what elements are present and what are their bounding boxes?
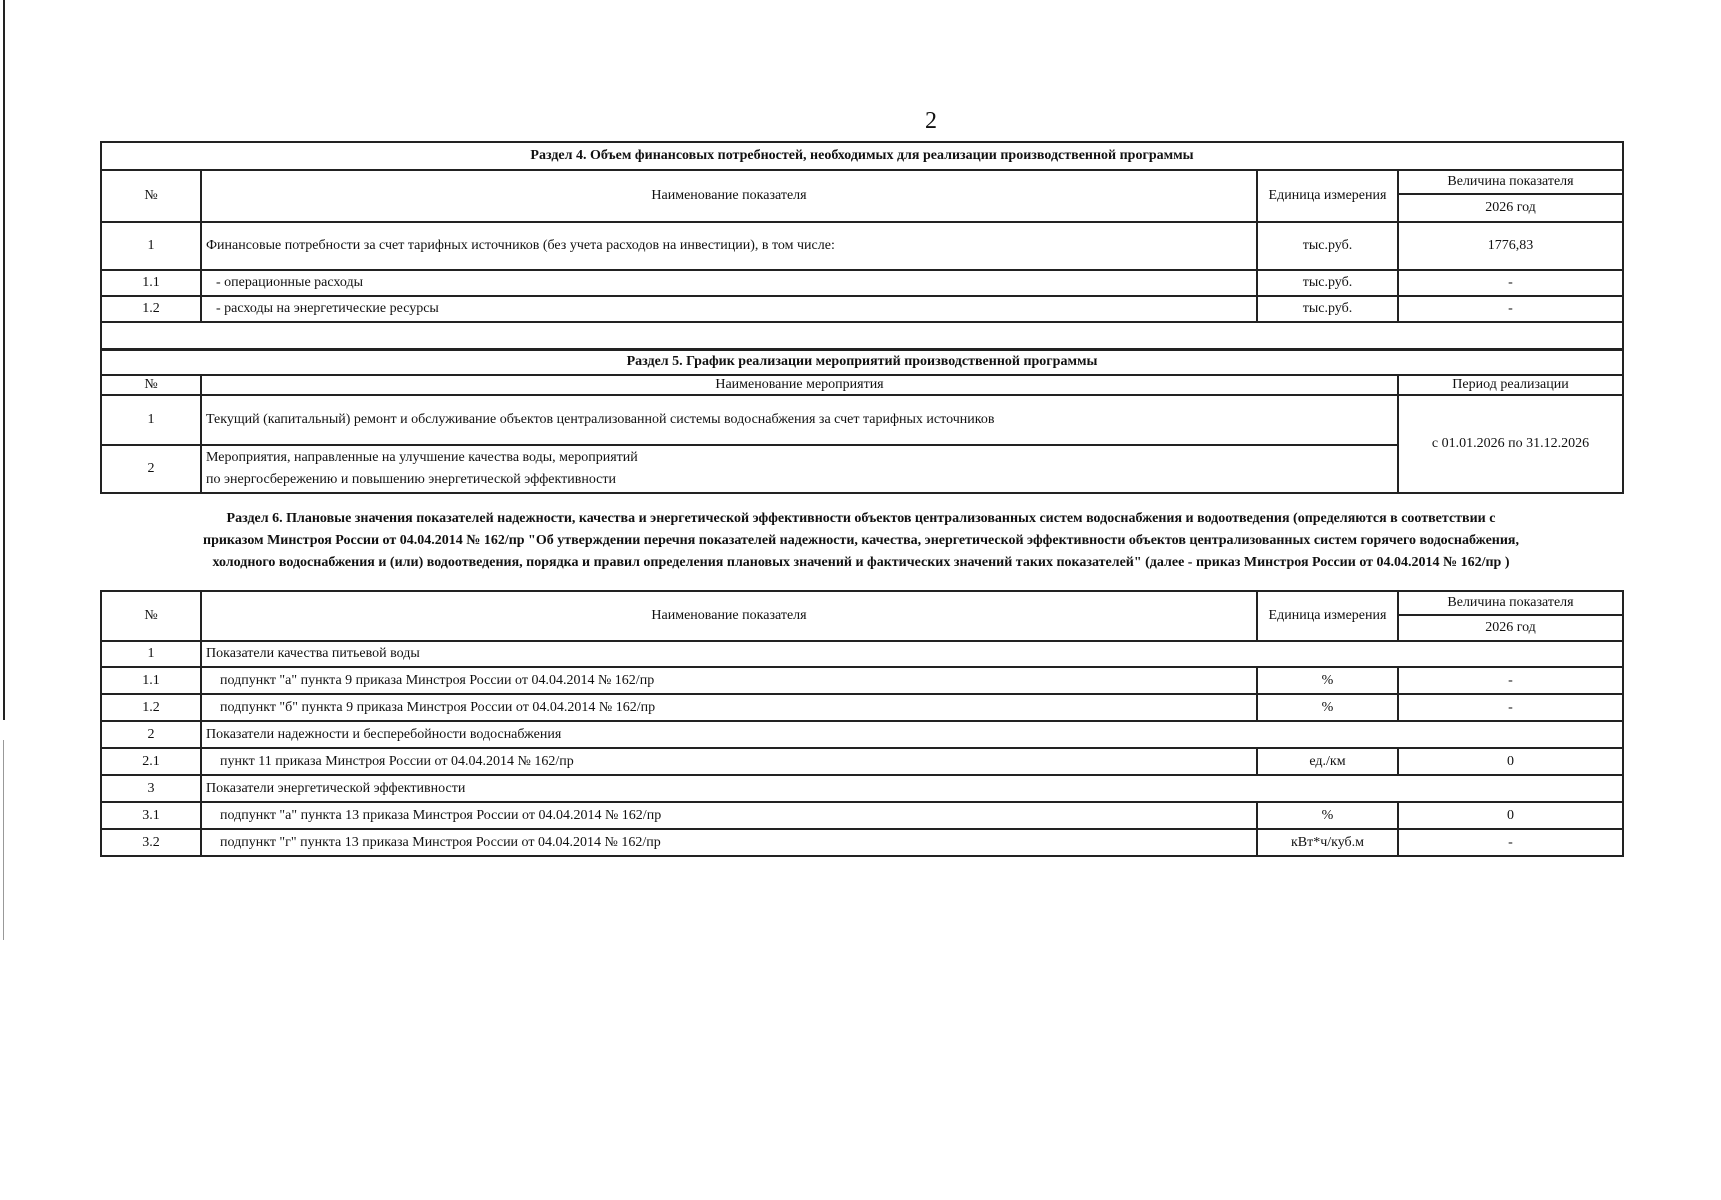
section5-header-row [101,375,1623,395]
table-row [101,445,1623,493]
table-row [101,296,1623,322]
row-name: Финансовые потребности за счет тарифных источников (без учета расходов на инвестиции), в том числе: [201,222,1257,270]
row-value: 0 [1398,802,1623,829]
table-row [101,694,1623,721]
row-num: 1 [101,395,201,445]
row-value: - [1398,296,1623,322]
row-num: 3.2 [101,829,201,856]
row-name: Показатели энергетической эффективности [201,775,1623,802]
row-num: 3.1 [101,802,201,829]
table-row [101,829,1623,856]
row-num: 3 [101,775,201,802]
row-value: 0 [1398,748,1623,775]
row-num: 1 [101,222,201,270]
table-row [101,667,1623,694]
row-unit: тыс.руб. [1257,222,1398,270]
col-year-header: 2026 год [1398,615,1623,641]
row-name: - расходы на энергетические ресурсы [201,296,1257,322]
table-row [101,395,1623,445]
table-row [101,802,1623,829]
row-name: - операционные расходы [201,270,1257,296]
col-unit-header: Единица измерения [1257,170,1398,222]
group-row [101,775,1623,802]
section6-header-row [101,591,1623,615]
row-num: 2.1 [101,748,201,775]
row-value: - [1398,270,1623,296]
row-unit: % [1257,694,1398,721]
table-row [101,270,1623,296]
page-number: 2 [925,108,937,134]
row-num: 1.2 [101,694,201,721]
row-name: Текущий (капитальный) ремонт и обслуживание объектов централизованной системы водоснабжения за счет тарифных источников [201,395,1398,445]
section5-title-row [101,349,1623,375]
row-name: подпункт "б" пункта 9 приказа Минстроя России от 04.04.2014 № 162/пр [201,694,1257,721]
group-row [101,721,1623,748]
col-period-header: Период реализации [1398,375,1623,395]
row-name-line2: по энергосбережению и повышению энергетической эффективности [206,472,616,487]
row-value: - [1398,667,1623,694]
row-unit: ед./км [1257,748,1398,775]
group-row [101,641,1623,667]
section4-title-row [101,142,1623,170]
col-name-header: Наименование показателя [201,591,1257,641]
col-value-header: Величина показателя [1398,591,1623,615]
col-name-header: Наименование мероприятия [201,375,1398,395]
row-unit: кВт*ч/куб.м [1257,829,1398,856]
row-name: подпункт "а" пункта 9 приказа Минстроя России от 04.04.2014 № 162/пр [201,667,1257,694]
row-unit: тыс.руб. [1257,296,1398,322]
table-row [101,748,1623,775]
row-num: 1.1 [101,667,201,694]
period-cell: с 01.01.2026 по 31.12.2026 [1398,395,1623,493]
row-value: - [1398,829,1623,856]
section6-title-line2: приказом Минстроя России от 04.04.2014 № 162/пр "Об утверждении перечня показателей надежности, качества, энергетической эффективности объектов централизованных систем горячего водоснабжения, [203,533,1519,548]
row-name: пункт 11 приказа Минстроя России от 04.04.2014 № 162/пр [201,748,1257,775]
row-num: 2 [101,445,201,493]
section4-header-row [101,170,1623,194]
row-name: Показатели надежности и бесперебойности водоснабжения [201,721,1623,748]
col-num-header: № [101,375,201,395]
row-num: 1.1 [101,270,201,296]
row-num: 1.2 [101,296,201,322]
section6-title-line1: Раздел 6. Плановые значения показателей надежности, качества и энергетической эффективности объектов централизованных систем водоснабжения и водоотведения (определяются в соответствии с [226,511,1496,526]
row-num: 1 [101,641,201,667]
row-value: - [1398,694,1623,721]
row-name: подпункт "г" пункта 13 приказа Минстроя России от 04.04.2014 № 162/пр [201,829,1257,856]
col-num-header: № [101,591,201,641]
row-name [201,445,1398,493]
section4-title: Раздел 4. Объем финансовых потребностей, необходимых для реализации производственной программы [101,142,1623,170]
row-name: подпункт "а" пункта 13 приказа Минстроя России от 04.04.2014 № 162/пр [201,802,1257,829]
row-unit: % [1257,667,1398,694]
section6-table [100,590,1624,857]
scan-edge-line-faint [3,740,4,940]
col-value-header: Величина показателя [1398,170,1623,194]
section6-title [100,508,1622,574]
row-name-line1: Мероприятия, направленные на улучшение качества воды, мероприятий [206,450,638,465]
col-name-header: Наименование показателя [201,170,1257,222]
row-num: 2 [101,721,201,748]
section6-title-line3: холодного водоснабжения и (или) водоотведения, порядка и правил определения плановых значений и фактических значений таких показателей" (далее - приказ Минстроя России от 04.04.2014 № 162/пр ) [212,555,1510,570]
col-num-header: № [101,170,201,222]
col-year-header: 2026 год [1398,194,1623,222]
row-unit: тыс.руб. [1257,270,1398,296]
row-unit: % [1257,802,1398,829]
section5-table [100,348,1624,494]
section5-title: Раздел 5. График реализации мероприятий производственной программы [101,349,1623,375]
table-row [101,222,1623,270]
spacer-row [101,322,1623,350]
section4-table [100,141,1624,351]
row-name: Показатели качества питьевой воды [201,641,1623,667]
row-value: 1776,83 [1398,222,1623,270]
col-unit-header: Единица измерения [1257,591,1398,641]
